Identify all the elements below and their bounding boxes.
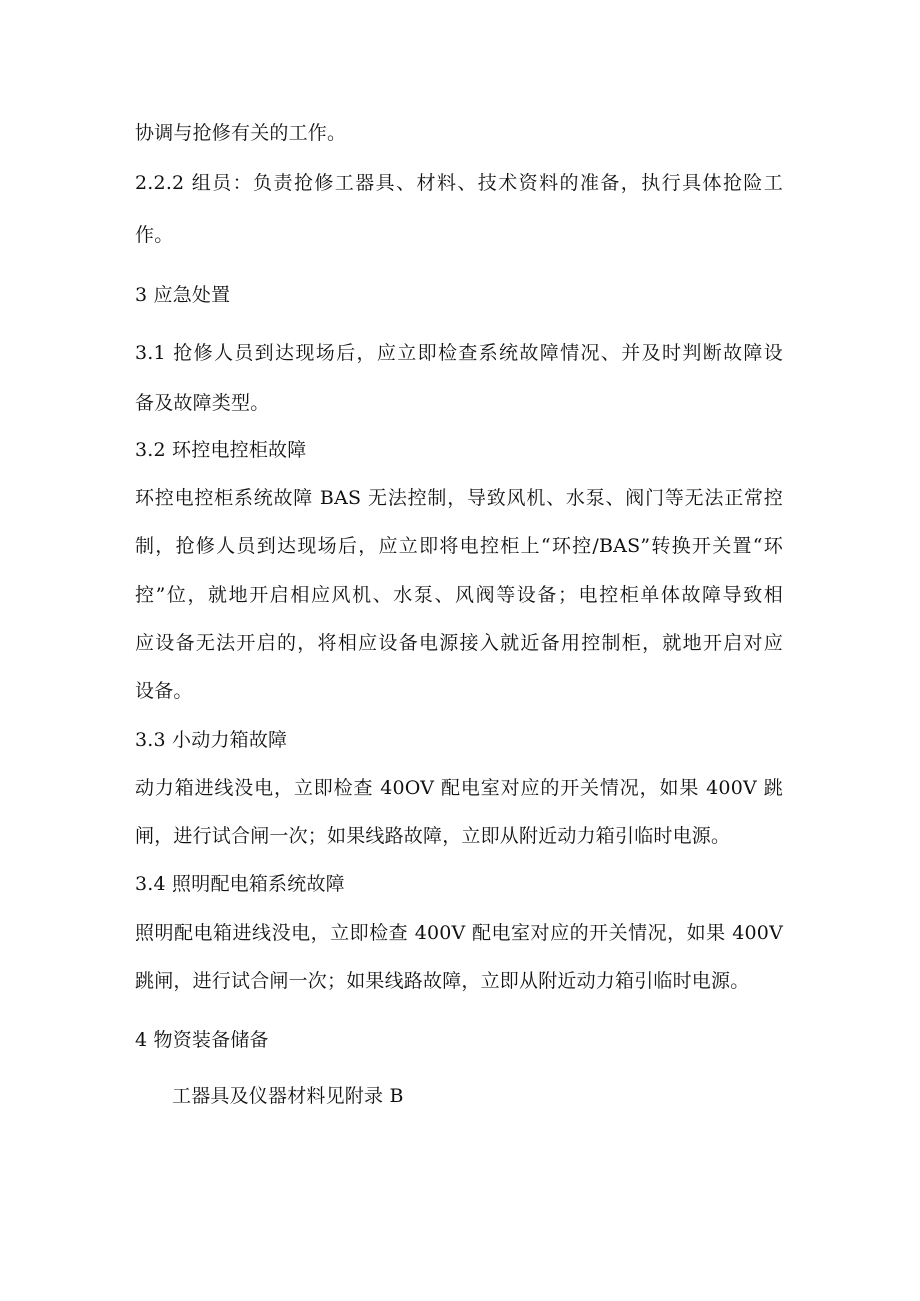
text-line: 设备。 xyxy=(135,680,193,702)
text-line: 作。 xyxy=(135,224,174,246)
text-line: 工器具及仪器材料见附录 B xyxy=(172,1085,404,1107)
text-line: 协调与抢修有关的工作。 xyxy=(135,122,347,144)
text-line: 照明配电箱进线没电，立即检查 400V 配电室对应的开关情况，如果 400V xyxy=(135,922,783,944)
text-line: 2.2.2 组员：负责抢修工器具、材料、技术资料的准备，执行具体抢险工 xyxy=(135,172,783,194)
text-line: 备及故障类型。 xyxy=(135,392,270,414)
subsection-heading: 3.3 小动力箱故障 xyxy=(135,729,288,751)
subsection-heading: 3.2 环控电控柜故障 xyxy=(135,439,307,461)
text-line: 制，抢修人员到达现场后，应立即将电控柜上“环控/BAS”转换开关置“环 xyxy=(135,535,783,557)
text-line: 环控电控柜系统故障 BAS 无法控制，导致风机、水泵、阀门等无法正常控 xyxy=(135,487,783,509)
text-line: 应设备无法开启的，将相应设备电源接入就近备用控制柜，就地开启对应 xyxy=(135,632,783,654)
text-line: 跳闸，进行试合闸一次；如果线路故障，立即从附近动力箱引临时电源。 xyxy=(135,970,750,992)
section-heading: 4 物资装备储备 xyxy=(135,1029,269,1051)
text-line: 动力箱进线没电，立即检查 40OV 配电室对应的开关情况，如果 400V 跳 xyxy=(135,777,783,799)
text-line: 闸，进行试合闸一次；如果线路故障，立即从附近动力箱引临时电源。 xyxy=(135,825,731,847)
text-line: 控”位，就地开启相应风机、水泵、风阀等设备；电控柜单体故障导致相 xyxy=(135,584,783,606)
section-heading: 3 应急处置 xyxy=(135,284,231,306)
subsection-heading: 3.4 照明配电箱系统故障 xyxy=(135,873,345,895)
text-line: 3.1 抢修人员到达现场后，应立即检查系统故障情况、并及时判断故障设 xyxy=(135,342,783,364)
